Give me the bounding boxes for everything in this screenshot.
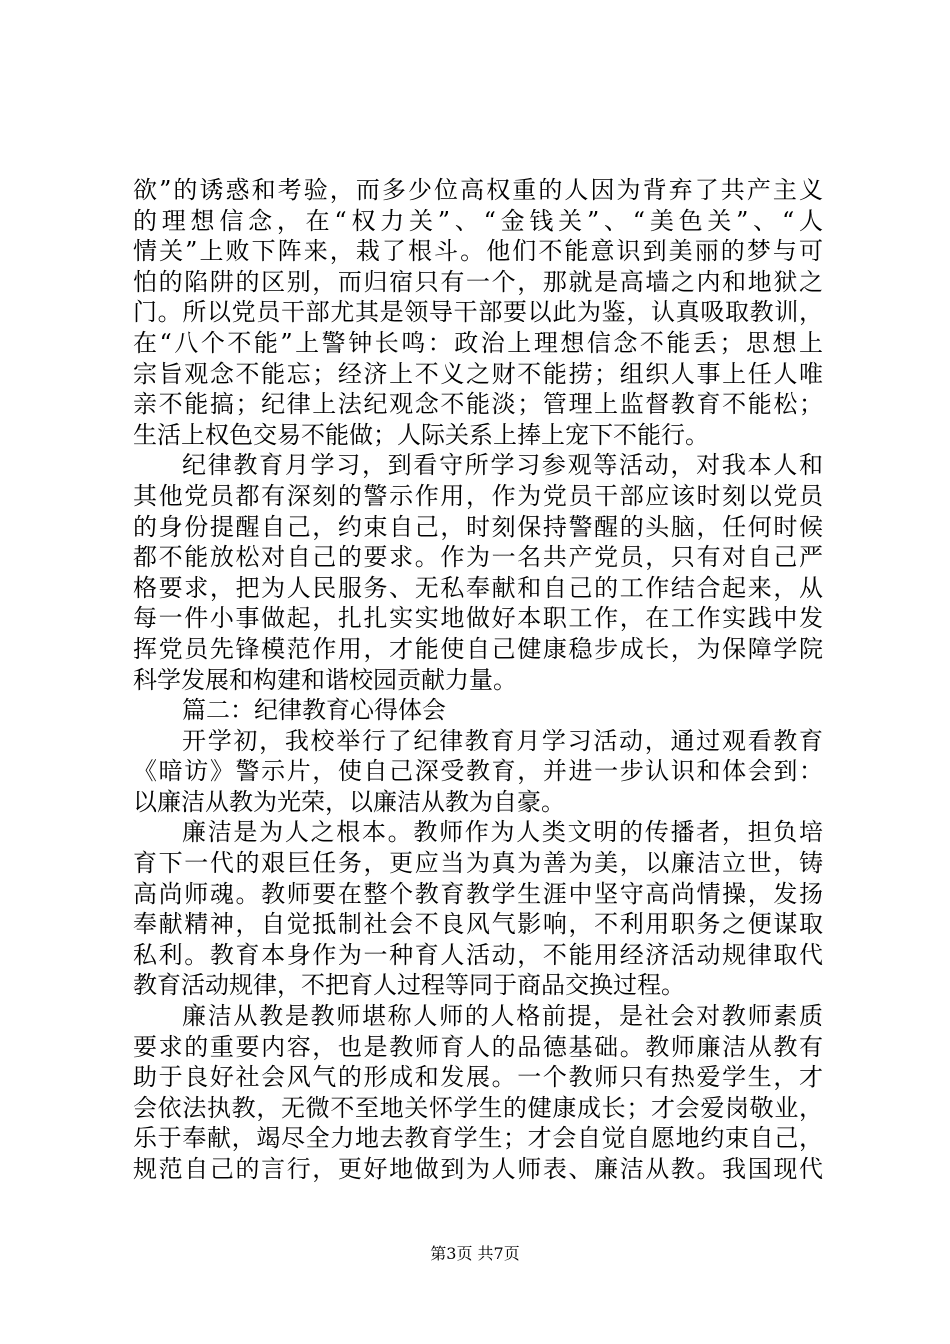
paragraph-integrity-premise bbox=[133, 1001, 823, 1185]
text-line: 挥党员先锋模范作用，才能使自己健康稳步成长，为保障学院 bbox=[133, 634, 823, 663]
text-line: 每一件小事做起，扎扎实实地做好本职工作，在工作实践中发 bbox=[133, 604, 823, 633]
text-line: 在“八个不能”上警钟长鸣：政治上理想信念不能丢；思想上 bbox=[133, 328, 823, 357]
text-line: 情关”上败下阵来，栽了根斗。他们不能意识到美丽的梦与可 bbox=[133, 237, 823, 266]
text-line: 怕的陷阱的区别，而归宿只有一个，那就是高墙之内和地狱之 bbox=[133, 267, 823, 296]
text-line: 助于良好社会风气的形成和发展。一个教师只有热爱学生，才 bbox=[133, 1063, 823, 1092]
text-line: 亲不能搞；纪律上法纪观念不能淡；管理上监督教育不能松； bbox=[133, 390, 823, 419]
body-text bbox=[133, 175, 823, 1185]
text-line: 育下一代的艰巨任务，更应当为真为善为美，以廉洁立世，铸 bbox=[133, 849, 823, 878]
page-footer: 第3页 共7页 bbox=[430, 1244, 520, 1263]
text-line: 格要求，把为人民服务、无私奉献和自己的工作结合起来，从 bbox=[133, 573, 823, 602]
text-line: 欲”的诱惑和考验，而多少位高权重的人因为背弃了共产主义 bbox=[133, 176, 823, 204]
paragraph-school-start bbox=[133, 726, 823, 818]
text-line: 的理想信念，在“权力关”、“金钱关”、“美色关”、“人 bbox=[133, 206, 823, 235]
section-heading bbox=[133, 695, 823, 726]
text-line: 门。所以党员干部尤其是领导干部要以此为鉴，认真吸取教训， bbox=[133, 298, 823, 327]
text-line: 都不能放松对自己的要求。作为一名共产党员，只有对自己严 bbox=[133, 543, 823, 572]
text-line: 纪律教育月学习，到看守所学习参观等活动，对我本人和 bbox=[182, 451, 823, 480]
text-line: 教育活动规律，不把育人过程等同于商品交换过程。 bbox=[133, 971, 685, 1000]
text-line: 以廉洁从教为光荣，以廉洁从教为自豪。 bbox=[133, 787, 565, 816]
text-line: 生活上权色交易不能做；人际关系上捧上宠下不能行。 bbox=[133, 420, 709, 449]
text-line: 其他党员都有深刻的警示作用，作为党员干部应该时刻以党员 bbox=[133, 481, 823, 510]
text-line: 廉洁从教是教师堪称人师的人格前提，是社会对教师素质 bbox=[182, 1002, 823, 1031]
text-line: 《暗访》警示片，使自己深受教育，并进一步认识和体会到： bbox=[133, 757, 823, 786]
text-line: 奉献精神，自觉抵制社会不良风气影响，不利用职务之便谋取 bbox=[133, 910, 823, 939]
text-line: 的身份提醒自己，约束自己，时刻保持警醒的头脑，任何时候 bbox=[133, 512, 823, 541]
paragraph-continued bbox=[133, 175, 823, 450]
text-line: 廉洁是为人之根本。教师作为人类文明的传播者，担负培 bbox=[182, 818, 823, 847]
paragraph-integrity-root bbox=[133, 817, 823, 1001]
text-line: 规范自己的言行，更好地做到为人师表、廉洁从教。我国现代 bbox=[133, 1155, 823, 1183]
paragraph-discipline-month bbox=[133, 450, 823, 695]
text-line: 高尚师魂。教师要在整个教育教学生涯中坚守高尚情操，发扬 bbox=[133, 879, 823, 908]
text-line: 要求的重要内容，也是教师育人的品德基础。教师廉洁从教有 bbox=[133, 1032, 823, 1061]
section-title: 篇二：纪律教育心得体会 bbox=[182, 696, 446, 725]
text-line: 科学发展和构建和谐校园贡献力量。 bbox=[133, 665, 517, 694]
text-line: 开学初，我校举行了纪律教育月学习活动，通过观看教育 bbox=[182, 726, 823, 755]
text-line: 会依法执教，无微不至地关怀学生的健康成长；才会爱岗敬业， bbox=[133, 1093, 823, 1122]
text-line: 乐于奉献，竭尽全力地去教育学生；才会自觉自愿地约束自己， bbox=[133, 1124, 823, 1153]
text-line: 私利。教育本身作为一种育人活动，不能用经济活动规律取代 bbox=[133, 940, 823, 969]
text-line: 宗旨观念不能忘；经济上不义之财不能捞；组织人事上任人唯 bbox=[133, 359, 823, 388]
